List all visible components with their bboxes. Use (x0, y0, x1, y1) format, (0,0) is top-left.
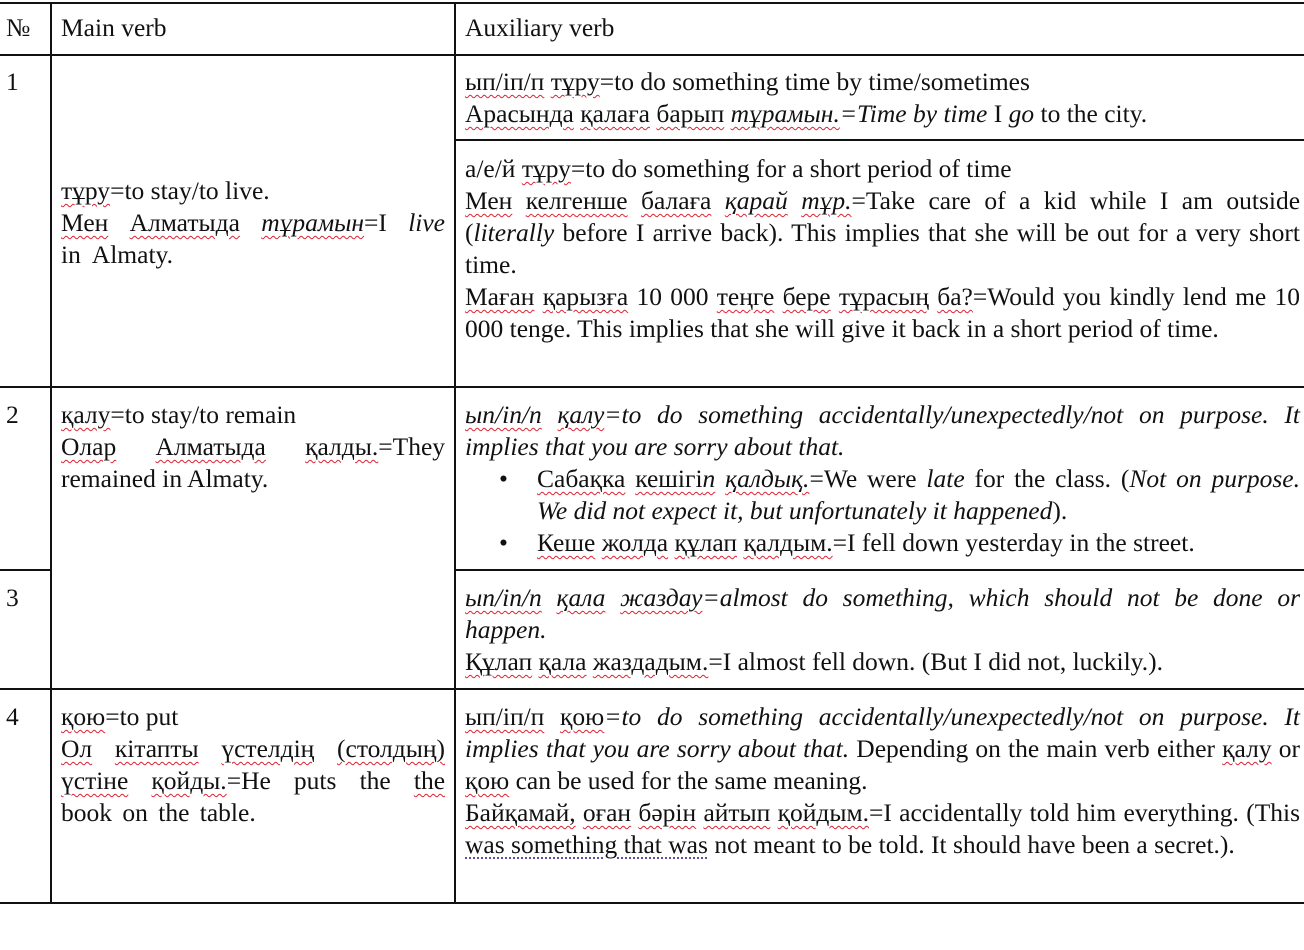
translation: before I arrive back). This implies that she will be out for a very short time. (465, 218, 1300, 279)
translation-emphasis: Not on purpose. We did not expect it, but unfortunately it happened (537, 464, 1300, 525)
kazakh-word: Алматыда (129, 208, 240, 237)
row3-auxiliary (465, 582, 1300, 678)
kazakh-word: айтып (703, 798, 771, 827)
kazakh-word: бере (782, 282, 831, 311)
translation: in Almaty. (61, 240, 174, 269)
definition: =to stay/to remain (110, 400, 297, 429)
table-border-top (0, 2, 1304, 4)
translation-emphasis: live (408, 208, 445, 237)
kazakh-word: тұру (521, 154, 571, 183)
list-item (499, 463, 1300, 527)
row1-auxiliary-1 (465, 66, 1300, 130)
auxiliary-definition (465, 399, 1300, 463)
translation: =I almost fell down. (But I did not, luckily.). (708, 647, 1163, 676)
row2-main-verb (61, 399, 445, 495)
kazakh-word: қарызға (542, 282, 629, 311)
kazakh-word: тұрамын. (730, 99, 840, 128)
translation: =Take care of a kid while I am outside ( (465, 186, 1301, 247)
translation: =We were (809, 464, 927, 493)
row4-auxiliary (465, 701, 1300, 861)
translation-emphasis: go (1008, 99, 1035, 128)
kazakh-word: Кеше (537, 528, 596, 557)
kazakh-word: қарай (724, 186, 788, 215)
kazakh-word: қалу (61, 400, 111, 429)
kazakh-word: балаға (641, 186, 712, 215)
flagged-word: the (413, 766, 446, 795)
kazakh-word: Ол (61, 734, 93, 763)
header-number: № (6, 13, 31, 42)
header-auxiliary-verb: Auxiliary verb (465, 13, 615, 42)
kazakh-word: жаздадым. (592, 647, 709, 676)
kazakh-word: қалаға (580, 99, 651, 128)
suffix: ып/іп/п (465, 702, 545, 731)
translation-emphasis: late (926, 464, 965, 493)
translation: I (987, 99, 1009, 128)
row2-aux-divider (455, 569, 1304, 571)
row-number-4: 4 (6, 702, 19, 731)
translation: ). (1052, 496, 1068, 525)
list-item (499, 527, 1300, 559)
row-number-2: 2 (6, 400, 19, 429)
kazakh-word: қою (465, 766, 510, 795)
translation: book on the table. (61, 798, 256, 827)
kazakh-word: Мен (465, 186, 513, 215)
kazakh-word: үстіне (61, 766, 129, 795)
kazakh-word: қою (560, 702, 605, 731)
kazakh-word: қалдық. (725, 464, 810, 493)
translation: not meant to be told. It should have been a secret.). (707, 830, 1235, 859)
kazakh-word: тұру (550, 67, 600, 96)
header-main-verb: Main verb (61, 13, 167, 42)
meaning-note: or (1271, 734, 1300, 763)
suffix: а/е/й (465, 154, 516, 183)
translation: =I accidentally told him everything. (This (869, 798, 1301, 827)
row2-divider (0, 569, 50, 571)
kazakh-word: кітапты (114, 734, 199, 763)
kazakh-word: Олар (61, 432, 117, 461)
kazakh-word: қойдым. (777, 798, 870, 827)
kazakh-word: тұрамын (261, 208, 365, 237)
kazakh-word: жаздау (620, 583, 703, 612)
example (61, 431, 445, 495)
kazakh-word: Маған (465, 282, 535, 311)
kazakh-word: теңге (716, 282, 775, 311)
meaning: =to do something accidentally/unexpectedly/not on purpose. It implies that you are sorry about that. (465, 400, 1300, 461)
kazakh-word: Алматыда (155, 432, 266, 461)
meaning: =to do something time by time/sometimes (599, 67, 1030, 96)
kazakh-word: барып (656, 99, 725, 128)
translation: =He puts the (226, 766, 414, 795)
row1-inner-divider (455, 139, 1304, 141)
kazakh-suffix: п (702, 464, 716, 493)
row3-divider (0, 688, 1304, 690)
meaning-note: can be used for the same meaning. (509, 766, 868, 795)
suffix: ып/in/n (465, 583, 542, 612)
translation: =Would you kindly lend me 10 000 tenge. This implies that she will give it back in a short period of time. (465, 282, 1300, 343)
row1-auxiliary-2 (465, 153, 1300, 345)
translation: =I fell down yesterday in the street. (832, 528, 1195, 557)
kazakh-word: Арасында (465, 99, 574, 128)
amount: 10 000 (636, 282, 709, 311)
translation: =I (364, 208, 409, 237)
translation-emphasis: =Time by time (839, 99, 988, 128)
column-divider-1 (50, 2, 52, 904)
table-border-bottom (0, 902, 1304, 904)
example (61, 733, 445, 829)
example-1 (465, 185, 1300, 281)
bullet-icon: • (499, 464, 508, 493)
translation: for the class. ( (964, 464, 1130, 493)
suffix: ып/іп/п (465, 67, 545, 96)
meaning: =to do something for a short period of time (570, 154, 1012, 183)
example (465, 797, 1300, 861)
meaning: =almost do something, which should not be done or happen. (465, 583, 1301, 644)
suffix: ып/in/n (465, 400, 542, 429)
example-list (465, 463, 1300, 559)
example (61, 207, 445, 271)
kazakh-word: кешігі (635, 464, 703, 493)
kazakh-word: қала (556, 583, 606, 612)
kazakh-word: Сабақка (537, 464, 626, 493)
kazakh-word: қалдым. (743, 528, 833, 557)
row-number-1: 1 (6, 67, 19, 96)
auxiliary-definition (465, 701, 1300, 797)
kazakh-word: қалу (1222, 734, 1272, 763)
kazakh-word: бәрін (638, 798, 697, 827)
translation: to the city. (1034, 99, 1148, 128)
column-divider-2 (454, 2, 456, 904)
row1-main-verb (61, 175, 445, 271)
row1-divider (0, 386, 1304, 388)
kazakh-word: қала (538, 647, 587, 676)
translation-emphasis: literally (473, 218, 555, 247)
kazakh-word: құлап (674, 528, 737, 557)
kazakh-word: оған (582, 798, 632, 827)
kazakh-word: қалу (557, 400, 605, 429)
definition: =to put (105, 702, 179, 731)
auxiliary-definition (465, 582, 1300, 646)
definition: =to stay/to live. (110, 176, 270, 205)
kazakh-word: (столдың) (337, 734, 446, 763)
example (465, 646, 1300, 678)
kazakh-word: қою (61, 702, 106, 731)
row2-auxiliary (465, 399, 1300, 559)
kazakh-word: жолда (601, 528, 669, 557)
kazakh-word: үстелдің (221, 734, 315, 763)
kazakh-word: тұр. (801, 186, 852, 215)
kazakh-word: Құлап (465, 647, 533, 676)
bullet-icon: • (499, 528, 508, 557)
kazakh-word: тұру (61, 176, 111, 205)
kazakh-word: тұрасың (838, 282, 929, 311)
row4-main-verb (61, 701, 445, 829)
header-row-divider (0, 54, 1304, 56)
translation: =They remained in Almaty. (61, 432, 446, 493)
kazakh-word: келгенше (525, 186, 628, 215)
meaning: =to do something accidentally/unexpectedly/not on purpose. It implies that you are sorry about that. (465, 702, 1300, 763)
kazakh-word: Мен (61, 208, 109, 237)
grammar-flagged-phrase: was something that was (465, 830, 708, 859)
kazakh-word: ба? (937, 282, 973, 311)
kazakh-word: қалды. (305, 432, 379, 461)
example-2 (465, 281, 1300, 345)
auxiliary-definition (465, 153, 1300, 185)
kazakh-word: Байқамай, (465, 798, 576, 827)
kazakh-word: қойды. (151, 766, 227, 795)
row-number-3: 3 (6, 583, 19, 612)
meaning-note: Depending on the main verb either (849, 734, 1223, 763)
